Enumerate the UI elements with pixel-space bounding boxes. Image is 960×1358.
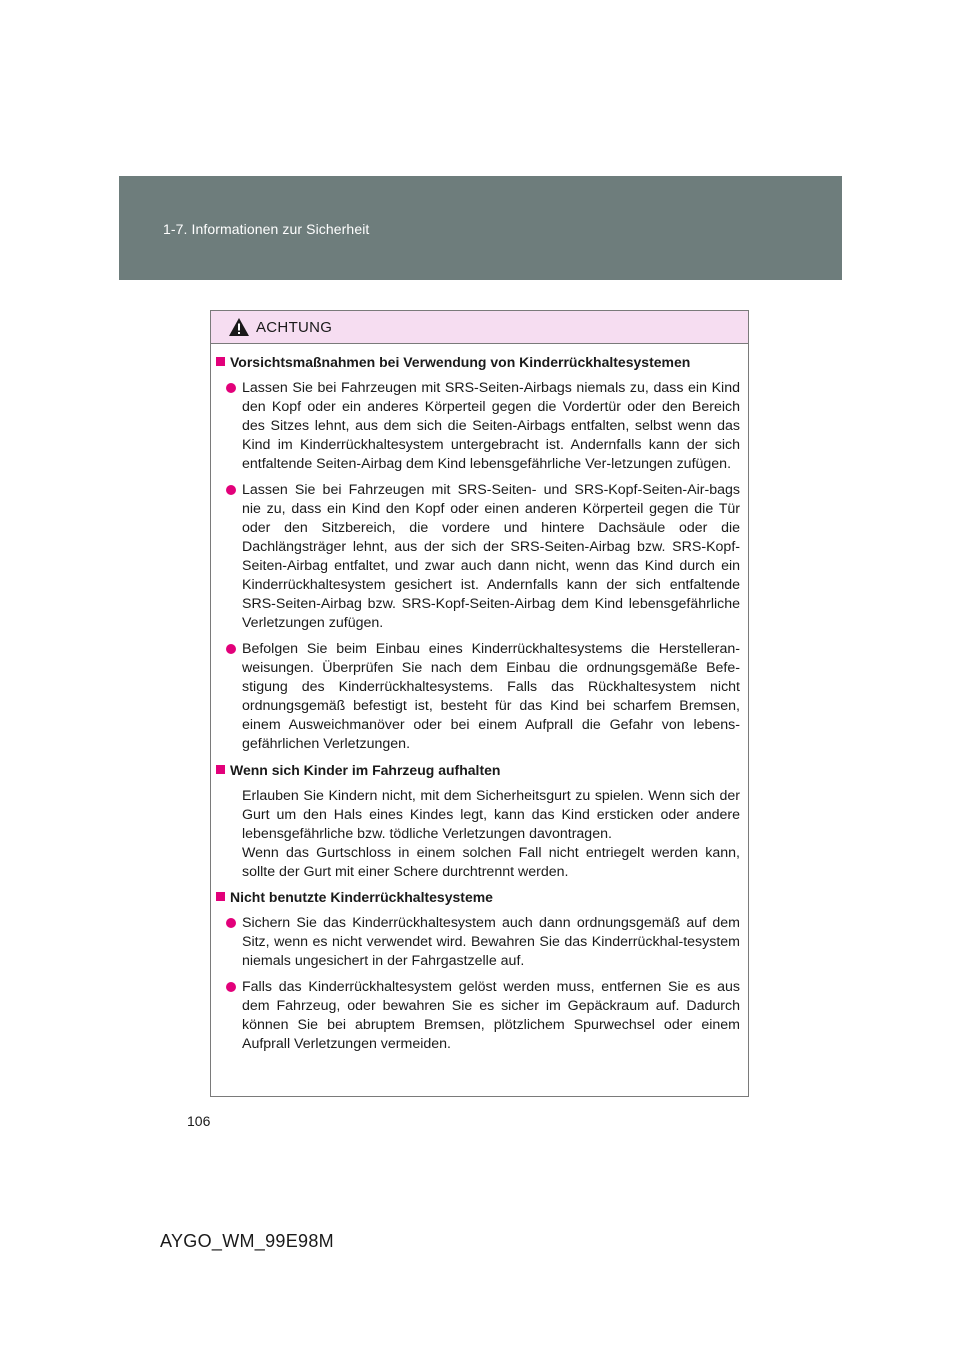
- warning-triangle-icon: [228, 317, 250, 337]
- list-item: [216, 640, 740, 754]
- circle-bullet-icon: [226, 485, 236, 495]
- list-item-text: Lassen Sie bei Fahrzeugen mit SRS-Seiten- und SRS-Kopf-Seiten-Air-bags nie zu, dass ein Kind den Kopf oder einen anderen Körperteil gegen die Tür oder den Sitzbereich, die vordere und hintere Dachsäule oder die Dachlängsträger lehnt, aus der sich der SRS-Seiten-Airbag bzw. SRS-Kopf-Seiten-Airbag entfaltet, und zwar auch dann nicht, wenn das Kind durch ein Kinderrückhaltesystem gesichert ist. Andernfalls kann der sich entfaltende SRS-Seiten-Airbag bzw. SRS-Kopf-Seiten-Airbag dem Kind lebensgefährliche Verletzungen zufügen.: [242, 482, 740, 631]
- list-item-text: Falls das Kinderrückhaltesystem gelöst werden muss, entfernen Sie es aus dem Fahrzeug, oder bewahren Sie es sicher im Gepäckraum auf. Dadurch können Sie bei abruptem Bremsen, plötzlichem Spurwechsel oder einem Aufprall Verletzungen vermeiden.: [242, 979, 740, 1052]
- list-item: [216, 379, 740, 474]
- square-bullet-icon: [216, 892, 225, 901]
- warning-title: ACHTUNG: [256, 319, 333, 336]
- circle-bullet-icon: [226, 644, 236, 654]
- circle-bullet-icon: [226, 383, 236, 393]
- paragraph: [216, 787, 740, 882]
- list-item: [216, 481, 740, 633]
- warning-header: [211, 311, 748, 344]
- section-heading-text: Wenn sich Kinder im Fahrzeug aufhalten: [230, 762, 501, 778]
- section-heading-text: Nicht benutzte Kinderrückhaltesysteme: [230, 889, 493, 905]
- list-item-text: Lassen Sie bei Fahrzeugen mit SRS-Seiten-Airbags niemals zu, dass ein Kind den Kopf oder ein anderes Körperteil gegen die Vordertür oder den Bereich des Sitzes lehnt, aus dem sich die Seiten-Airbags entfalten, selbst wenn das Kind im Kinderrückhaltesystem untergebracht ist. Andernfalls kann der sich entfaltende Seiten-Airbag dem Kind lebensgefährliche Ver-letzungen zufügen.: [242, 380, 740, 472]
- list-item: [216, 978, 740, 1054]
- list-item-text: Sichern Sie das Kinderrückhaltesystem auch dann ordnungsgemäß auf dem Sitz, wenn es nicht verwendet wird. Bewahren Sie das Kinderrückhal-tesystem niemals ungesichert in der Fahrgastzelle auf.: [242, 915, 740, 969]
- section-heading: [216, 888, 740, 907]
- section-child-restraint-precautions: [216, 353, 740, 754]
- section-unused-restraints: [216, 888, 740, 1054]
- square-bullet-icon: [216, 357, 225, 366]
- paragraph-line: Erlauben Sie Kindern nicht, mit dem Sicherheitsgurt zu spielen. Wenn sich der Gurt um den Hals eines Kindes legt, kann das Kind ersticken oder andere lebensgefährliche bzw. tödliche Verletzungen davontragen.: [242, 788, 740, 842]
- page-number: 106: [187, 1113, 211, 1129]
- section-heading: [216, 353, 740, 372]
- circle-bullet-icon: [226, 982, 236, 992]
- section-title: 1-7. Informationen zur Sicherheit: [163, 221, 370, 237]
- warning-box: [210, 310, 749, 1097]
- section-header-band: [119, 176, 842, 280]
- warning-body: [211, 344, 748, 1054]
- square-bullet-icon: [216, 765, 225, 774]
- circle-bullet-icon: [226, 918, 236, 928]
- section-heading-text: Vorsichtsmaßnahmen bei Verwendung von Kinderrückhaltesystemen: [230, 354, 691, 370]
- list-item: [216, 914, 740, 971]
- section-children-in-vehicle: [216, 761, 740, 882]
- list-item-text: Befolgen Sie beim Einbau eines Kinderrückhaltesystems die Herstelleran-weisungen. Überprüfen Sie nach dem Einbau die ordnungsgemäße Befe-stigung des Kinderrückhaltesystems. Falls das Rückhaltesystem nicht ordnungsgemäß befestigt ist, besteht für das Kind bei scharfem Bremsen, einem Ausweichmanöver oder bei einem Aufprall die Gefahr von lebens-gefährlichen Verletzungen.: [242, 641, 740, 752]
- section-heading: [216, 761, 740, 780]
- document-code: AYGO_WM_99E98M: [160, 1231, 334, 1251]
- paragraph-line: Wenn das Gurtschloss in einem solchen Fall nicht entriegelt werden kann, sollte der Gurt mit einer Schere durchtrennt werden.: [242, 845, 740, 880]
